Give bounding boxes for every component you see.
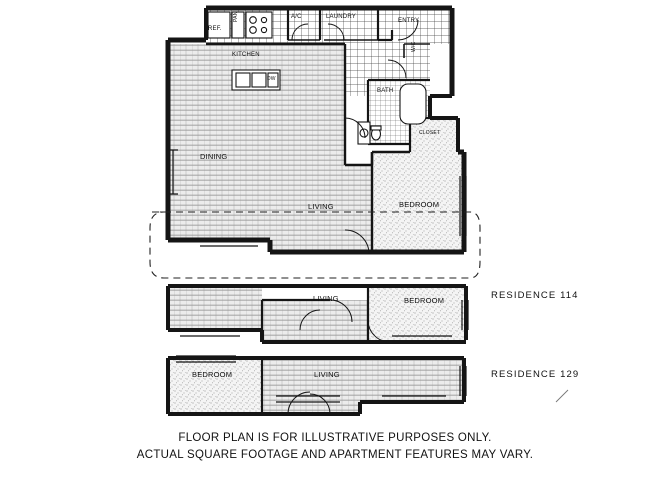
disclaimer-line-1: FLOOR PLAN IS FOR ILLUSTRATIVE PURPOSES ONLY. [178, 432, 492, 444]
residence-114-label: RESIDENCE 114 [491, 290, 579, 301]
label-bath: BATH [377, 88, 394, 94]
label-closet: CLOSET [419, 130, 441, 136]
label-living: LIVING [308, 202, 334, 211]
label-dining: DINING [200, 152, 228, 161]
disclaimer-line-2: ACTUAL SQUARE FOOTAGE AND APARTMENT FEATURES MAY VARY. [136, 449, 534, 461]
label-laundry: LAUNDRY [326, 14, 356, 20]
label-kitchen: KITCHEN [232, 52, 260, 58]
label-bedroom-129: BEDROOM [192, 370, 233, 379]
label-living-114: LIVING [313, 294, 339, 303]
label-entry: ENTRY [398, 18, 420, 24]
label-pantry: PAN [233, 11, 239, 22]
label-living-129: LIVING [314, 370, 340, 379]
label-ref: REF. [208, 26, 222, 32]
label-bedroom-114: BEDROOM [404, 296, 445, 305]
label-bedroom: BEDROOM [399, 200, 440, 209]
residence-129-label: RESIDENCE 129 [491, 369, 580, 380]
label-dishwasher: DW [267, 76, 276, 82]
label-ac: A/C [291, 14, 302, 20]
label-water-closet: W/C [411, 41, 417, 52]
unit-residence-129 [168, 356, 568, 414]
